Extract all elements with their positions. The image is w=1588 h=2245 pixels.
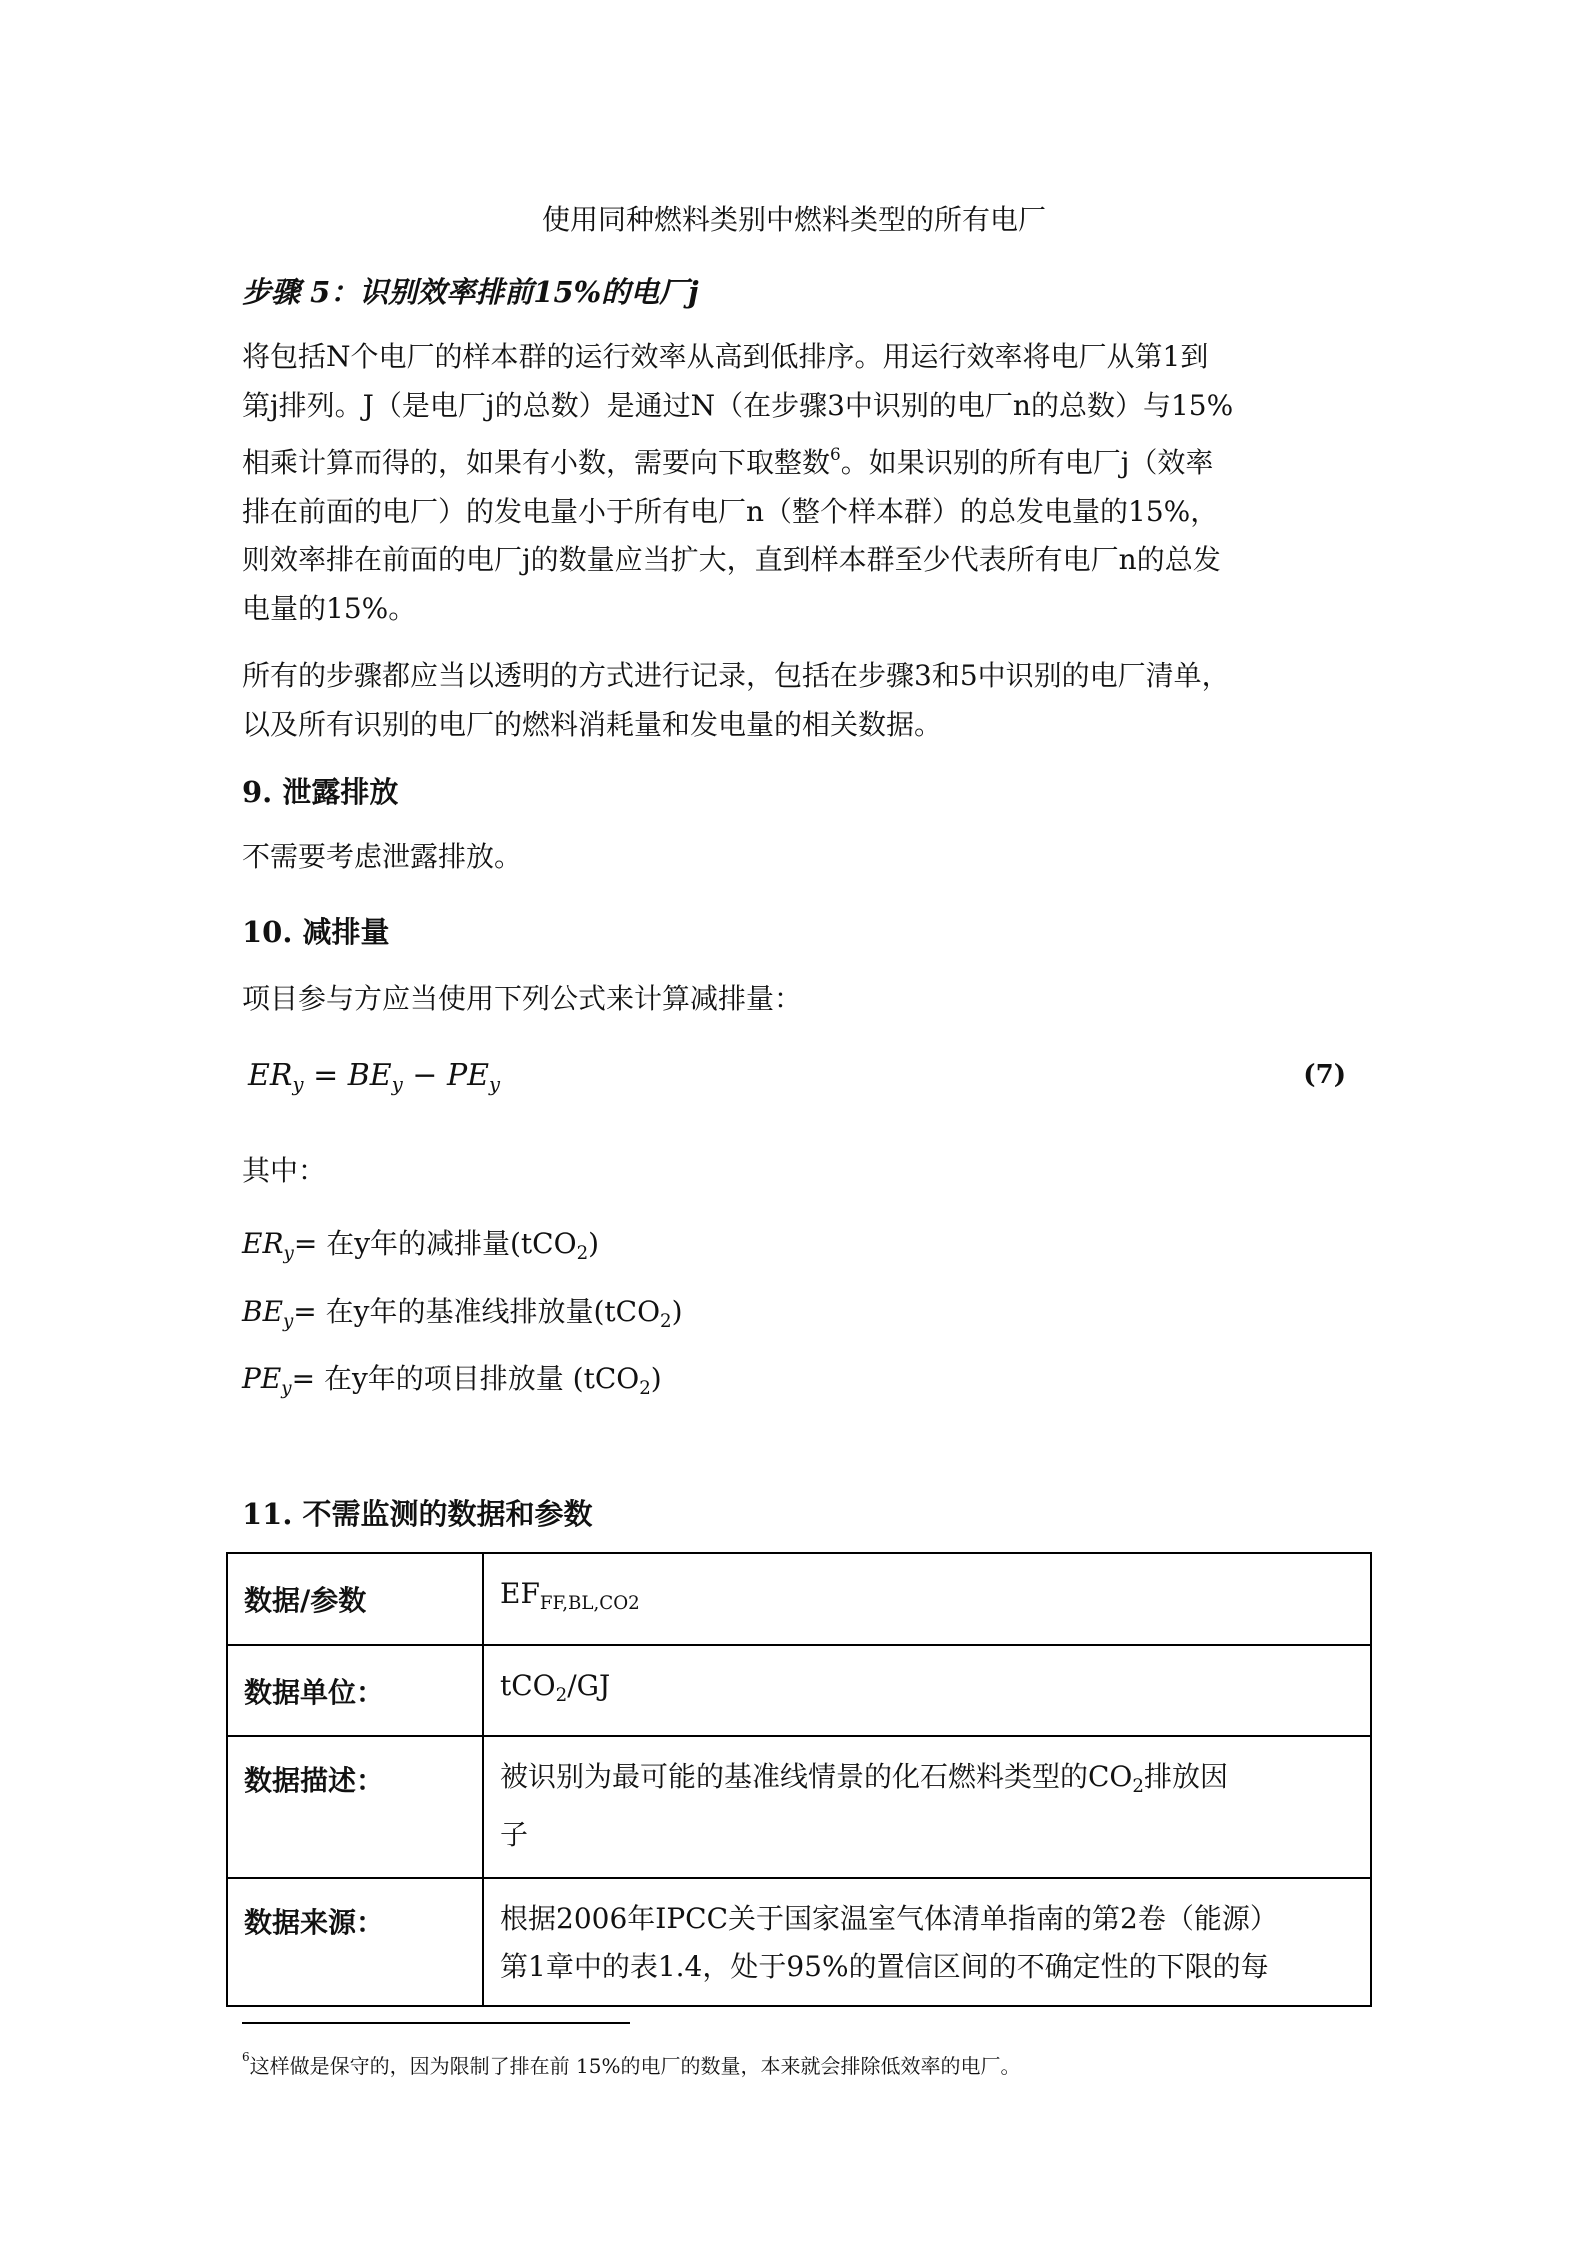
footnote-separator [242, 2022, 630, 2024]
paragraph-line-text: 。如果识别的所有电厂j（效率 [840, 446, 1214, 479]
emission-reduction-formula: $ER_y = BE_y - PE_y$ [248, 1058, 501, 1096]
description-label-cell: 数据描述： [227, 1736, 483, 1878]
paragraph-line: 将包括N个电厂的样本群的运行效率从高到低排序。用运行效率将电厂从第1到 [242, 340, 1209, 373]
footnote [242, 2050, 1020, 2079]
paragraph-line: 以及所有识别的电厂的燃料消耗量和发电量的相关数据。 [242, 707, 943, 741]
definition-be: $BE_y=$ 在y年的基准线排放量(tCO$_2$) [242, 1295, 683, 1332]
step5-paragraph-2 [242, 652, 1362, 749]
section-11-heading: 11. 不需监测的数据和参数 [242, 1497, 593, 1531]
table-row [227, 1553, 1371, 1645]
table-row [227, 1878, 1371, 2006]
paragraph-line-text: 相乘计算而得的，如果有小数，需要向下取整数 [242, 446, 831, 479]
definition-pe: $PE_y=$ 在y年的项目排放量 (tCO$_2$) [242, 1362, 662, 1399]
step5-heading: 步骤 5：识别效率排前15%的电厂j [242, 275, 699, 309]
param-value-cell: $EF_{FF,BL,CO2}$ [483, 1553, 1371, 1645]
step5-paragraph-1 [242, 333, 1362, 633]
section-9-text: 不需要考虑泄露排放。 [242, 840, 523, 873]
section-10-intro: 项目参与方应当使用下列公式来计算减排量： [242, 982, 803, 1015]
table-row [227, 1645, 1371, 1736]
paragraph-line: 排在前面的电厂）的发电量小于所有电厂n（整个样本群）的总发电量的15%， [242, 494, 1219, 528]
section-9-heading: 9. 泄露排放 [242, 775, 399, 809]
paragraph-line: 所有的步骤都应当以透明的方式进行记录，包括在步骤3和5中识别的电厂清单， [242, 659, 1230, 692]
description-value-cell: 被识别为最可能的基准线情景的化石燃料类型的$CO_2$排放因 子 [483, 1736, 1371, 1878]
unit-label-cell: 数据单位： [227, 1645, 483, 1736]
parameter-table [226, 1552, 1372, 2007]
source-label-cell: 数据来源： [227, 1878, 483, 2006]
footnote-reference: 6 [830, 444, 841, 464]
paragraph-line: 第j排列。J（是电厂j的总数）是通过N（在步骤3中识别的电厂n的总数）与15% [242, 388, 1234, 422]
equation-number: (7) [1303, 1060, 1346, 1090]
param-label-cell: 数据/参数 [227, 1553, 483, 1645]
definition-er: $ER_y=$ 在y年的减排量(tCO$_2$) [242, 1227, 600, 1264]
source-value-cell: 根据2006年IPCC关于国家温室气体清单指南的第2卷（能源） 第1章中的表1.4，处于95%的置信区间的不确定性的下限的每 [483, 1878, 1371, 2006]
paragraph-line: 则效率排在前面的电厂j的数量应当扩大，直到样本群至少代表所有电厂n的总发 [242, 543, 1221, 576]
footnote-text: 这样做是保守的，因为限制了排在前 15%的电厂的数量，本来就会排除低效率的电厂。 [249, 2054, 1021, 2078]
where-label: 其中： [242, 1154, 327, 1187]
section-10-heading: 10. 减排量 [242, 915, 390, 949]
unit-value-cell: tCO$_2$/GJ [483, 1645, 1371, 1736]
table-row [227, 1736, 1371, 1878]
continued-step-text: 使用同种燃料类别中燃料类型的所有电厂 [541, 203, 1046, 236]
paragraph-line [242, 430, 1362, 488]
footnote-mark: 6 [242, 2050, 250, 2064]
paragraph-line: 电量的15%。 [242, 591, 417, 625]
